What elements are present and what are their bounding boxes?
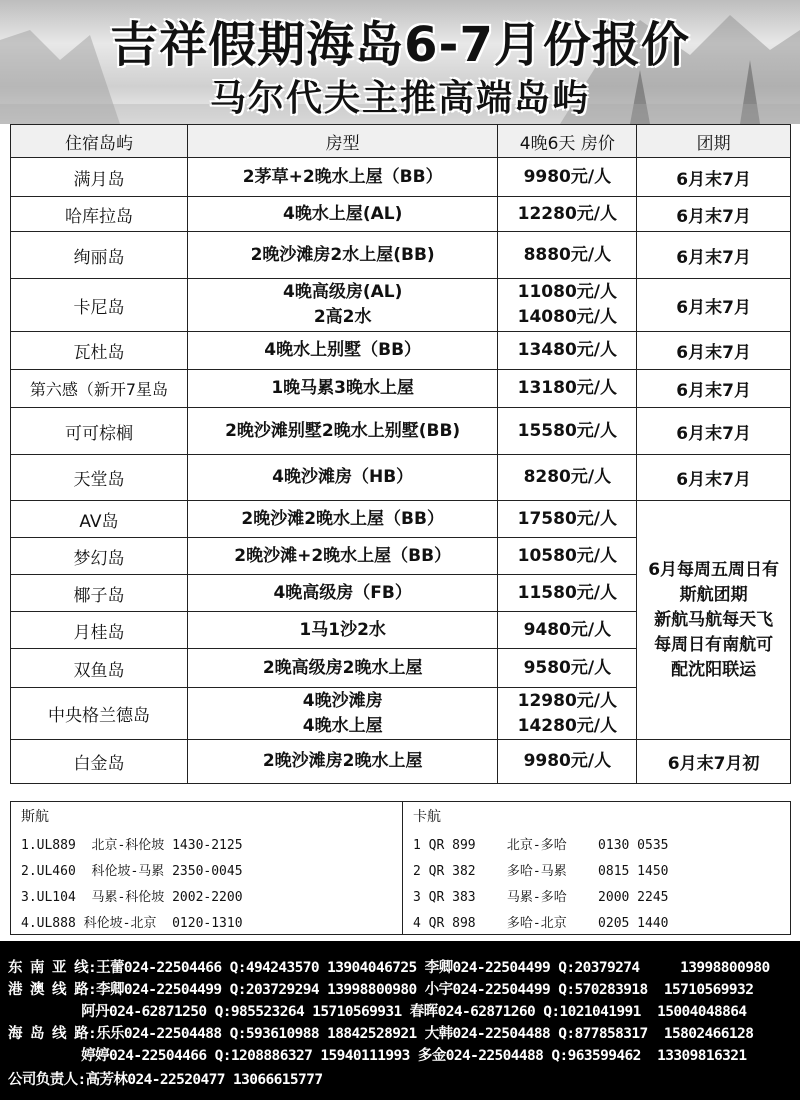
- flight-panel-title: 卡航: [413, 809, 441, 825]
- room-line: 4晚沙滩房（HB）: [272, 467, 414, 487]
- room-cell: [187, 612, 497, 649]
- island-cell: 天堂岛: [11, 455, 188, 501]
- island-cell: 中央格兰德岛: [11, 688, 188, 740]
- price-line: 12980元/人: [517, 690, 617, 711]
- table-row: [11, 232, 791, 279]
- room-line: 4晚水上别墅（BB）: [264, 340, 422, 360]
- period-cell: 6月末7月: [637, 408, 791, 455]
- price-cell: [498, 649, 637, 688]
- room-cell: [187, 649, 497, 688]
- page-title: 吉祥假期海岛6-7月份报价: [110, 17, 690, 73]
- price-line: 14080元/人: [517, 307, 617, 327]
- flight-row: 3 QR 383 马累-多哈 2000 2245: [413, 890, 669, 905]
- table-row: [11, 332, 791, 370]
- table-row: [11, 370, 791, 408]
- price-line: 9980元/人: [523, 751, 612, 771]
- price-cell: [498, 688, 637, 740]
- period-cell: 6月末7月: [637, 455, 791, 501]
- table-body: [11, 158, 791, 784]
- merged-period-line: 每周日有南航可: [654, 634, 774, 655]
- price-line: 15580元/人: [517, 420, 617, 441]
- room-cell: [187, 538, 497, 575]
- room-line: 4晚高级房（FB）: [273, 582, 412, 603]
- room-cell: [187, 575, 497, 612]
- island-cell: 白金岛: [11, 740, 188, 784]
- price-cell: [498, 538, 637, 575]
- flight-row: 2.UL460 科伦坡-马累 2350-0045: [21, 864, 243, 879]
- price-cell: [498, 197, 637, 232]
- room-cell: [187, 279, 497, 332]
- price-line: 9980元/人: [523, 166, 612, 187]
- flight-panel-qatar: [403, 802, 790, 934]
- price-cell: [498, 370, 637, 408]
- island-cell: 哈库拉岛: [11, 197, 188, 232]
- price-cell: [498, 332, 637, 370]
- room-cell: [187, 232, 497, 279]
- table-header-row: [11, 125, 791, 158]
- contact-row: 公司负责人:高芳林024-22520477 13066615777: [8, 1072, 323, 1088]
- price-line: 14280元/人: [517, 715, 617, 736]
- room-cell: [187, 501, 497, 538]
- island-cell: 绚丽岛: [11, 232, 188, 279]
- table-row: [11, 501, 791, 538]
- period-cell: 6月末7月: [637, 279, 791, 332]
- island-cell: 瓦杜岛: [11, 332, 188, 370]
- contact-row: 东 南 亚 线:王蕾024-22504466 Q:494243570 13904046725 李卿024-22504499 Q:20379274 13998800980: [8, 960, 770, 976]
- contact-row: 海 岛 线 路:乐乐024-22504488 Q:593610988 18842528921 大韩024-22504488 Q:877858317 15802466128: [8, 1026, 754, 1042]
- island-cell: AV岛: [11, 501, 188, 538]
- contact-row: 港 澳 线 路:李卿024-22504499 Q:203729294 13998800980 小宇024-22504499 Q:570283918 15710569932: [8, 982, 754, 998]
- price-line: 10580元/人: [517, 545, 617, 566]
- contact-row: 婷婷024-22504466 Q:1208886327 15940111993 多金024-22504488 Q:963599462 13309816321: [8, 1048, 747, 1064]
- table-row: [11, 455, 791, 501]
- header-island: 住宿岛屿: [11, 125, 188, 158]
- price-line: 8880元/人: [523, 244, 612, 265]
- table-row: [11, 408, 791, 455]
- price-line: 11580元/人: [517, 582, 617, 603]
- room-line: 2晚沙滩+2晚水上屋（BB）: [234, 545, 452, 566]
- island-cell: 月桂岛: [11, 612, 188, 649]
- merged-period-line: 新航马航每天飞: [654, 609, 774, 630]
- room-line: 4晚水上屋(AL): [282, 203, 403, 224]
- period-cell: 6月末7月: [637, 158, 791, 197]
- room-line: 2晚沙滩房2水上屋(BB): [250, 244, 435, 265]
- price-cell: [498, 612, 637, 649]
- price-line: 13180元/人: [517, 378, 617, 398]
- price-line: 13480元/人: [517, 340, 617, 360]
- contact-footer: [0, 941, 800, 1100]
- room-cell: [187, 197, 497, 232]
- period-cell: 6月末7月: [637, 232, 791, 279]
- flight-row: 1 QR 899 北京-多哈 0130 0535: [413, 838, 669, 853]
- room-line: 2晚高级房2晚水上屋: [262, 657, 423, 678]
- period-cell: 6月末7月: [637, 370, 791, 408]
- price-cell: [498, 408, 637, 455]
- room-line: 1晚马累3晚水上屋: [271, 378, 414, 398]
- island-cell: 椰子岛: [11, 575, 188, 612]
- room-cell: [187, 370, 497, 408]
- flight-row: 2 QR 382 多哈-马累 0815 1450: [413, 864, 669, 879]
- table-row: [11, 279, 791, 332]
- flight-row: 4.UL888 科伦坡-北京 0120-1310: [21, 916, 243, 931]
- flight-panel-srilankan: [11, 802, 403, 934]
- header-period: 团期: [637, 125, 791, 158]
- header-price: 4晚6天 房价: [498, 125, 637, 158]
- room-line: 2晚沙滩别墅2晚水上别墅(BB): [225, 420, 461, 441]
- price-line: 9580元/人: [523, 657, 612, 678]
- contact-row: 阿丹024-62871250 Q:985523264 15710569931 春晖024-62871260 Q:1021041991 15004048864: [8, 1004, 747, 1020]
- price-cell: [498, 501, 637, 538]
- flight-schedule: [10, 801, 791, 935]
- island-cell: 梦幻岛: [11, 538, 188, 575]
- room-line: 2晚沙滩2晚水上屋（BB）: [241, 508, 444, 529]
- room-cell: [187, 740, 497, 784]
- room-line: 1马1沙2水: [299, 619, 386, 640]
- price-table: [10, 124, 791, 784]
- flight-row: 3.UL104 马累-科伦坡 2002-2200: [21, 890, 243, 905]
- room-cell: [187, 408, 497, 455]
- table-row: [11, 740, 791, 784]
- room-cell: [187, 332, 497, 370]
- price-cell: [498, 575, 637, 612]
- merged-period-line: 配沈阳联运: [671, 659, 757, 680]
- room-cell: [187, 688, 497, 740]
- price-cell: [498, 158, 637, 197]
- island-cell: 第六感（新开7星岛: [11, 370, 188, 408]
- table-row: [11, 158, 791, 197]
- merged-period-cell: [637, 501, 791, 740]
- flight-row: 1.UL889 北京-科伦坡 1430-2125: [21, 838, 243, 853]
- room-line: 4晚水上屋: [302, 715, 383, 736]
- flight-row: 4 QR 898 多哈-北京 0205 1440: [413, 916, 669, 931]
- period-cell: 6月末7月: [637, 332, 791, 370]
- merged-period-line: 6月每周五周日有: [648, 559, 780, 580]
- price-line: 11080元/人: [517, 282, 617, 302]
- room-line: 2晚沙滩房2晚水上屋: [262, 751, 423, 771]
- price-line: 17580元/人: [517, 508, 617, 529]
- price-cell: [498, 740, 637, 784]
- header-banner: [0, 0, 800, 124]
- table-row: [11, 197, 791, 232]
- island-cell: 卡尼岛: [11, 279, 188, 332]
- price-cell: [498, 279, 637, 332]
- island-cell: 可可棕榈: [11, 408, 188, 455]
- room-line: 2茅草+2晚水上屋（BB）: [242, 166, 443, 187]
- price-line: 8280元/人: [523, 467, 612, 487]
- room-line: 4晚沙滩房: [302, 690, 383, 711]
- period-cell: 6月末7月初: [637, 740, 791, 784]
- room-cell: [187, 455, 497, 501]
- header-room: 房型: [187, 125, 497, 158]
- price-cell: [498, 232, 637, 279]
- price-cell: [498, 455, 637, 501]
- island-cell: 满月岛: [11, 158, 188, 197]
- price-line: 12280元/人: [517, 203, 617, 224]
- island-cell: 双鱼岛: [11, 649, 188, 688]
- flight-panel-title: 斯航: [21, 809, 49, 825]
- room-line: 4晚高级房(AL): [282, 282, 403, 302]
- page-subtitle: 马尔代夫主推高端岛屿: [209, 78, 590, 119]
- price-line: 9480元/人: [523, 619, 612, 640]
- room-line: 2高2水: [313, 307, 372, 327]
- period-cell: 6月末7月: [637, 197, 791, 232]
- merged-period-line: 斯航团期: [679, 584, 748, 605]
- room-cell: [187, 158, 497, 197]
